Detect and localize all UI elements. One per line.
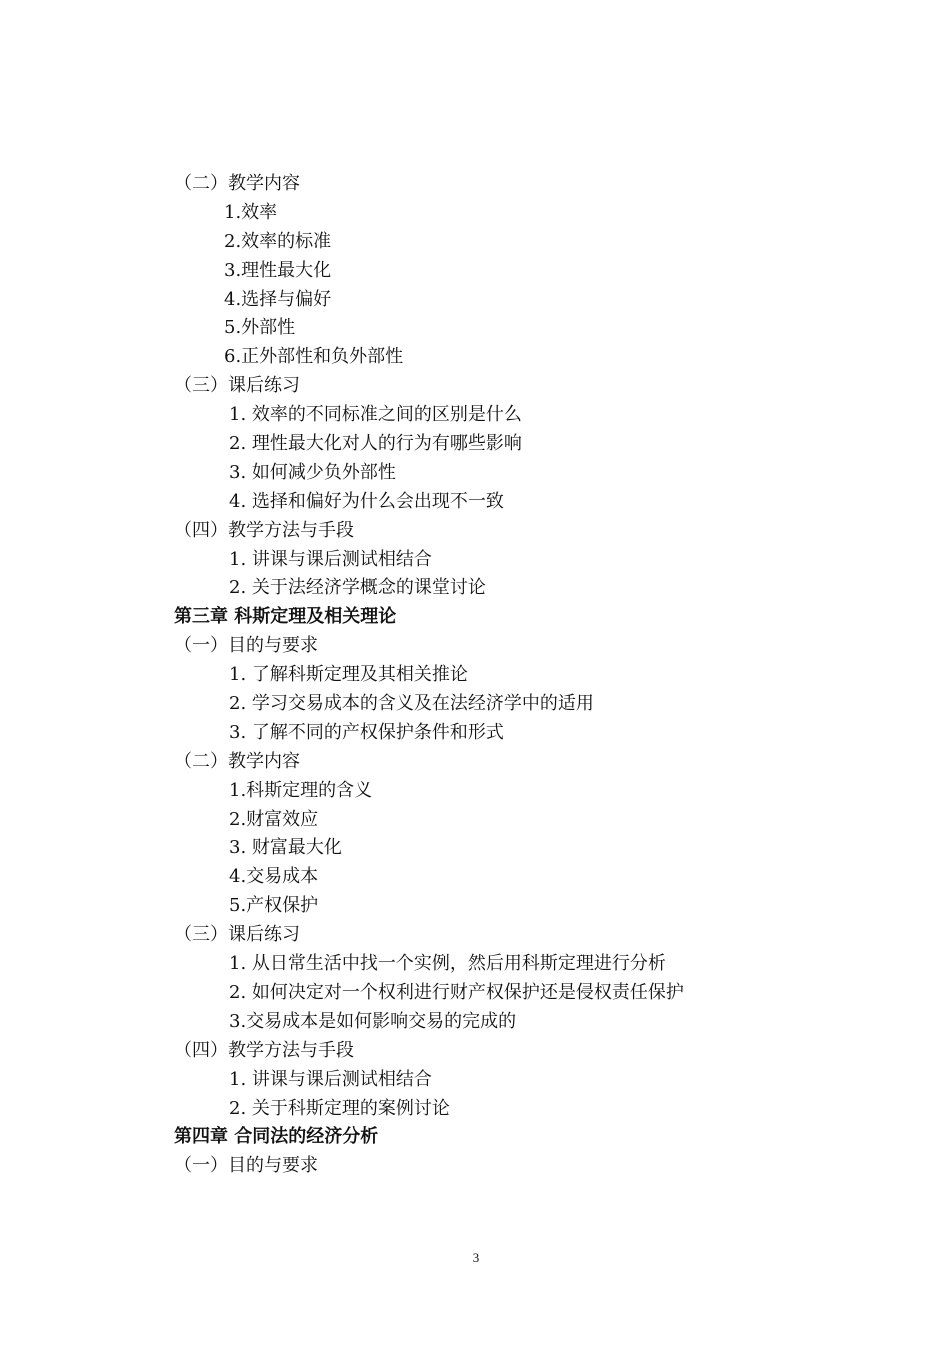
section-heading: （三）课后练习 [174,375,300,397]
list-item: 2. 理性最大化对人的行为有哪些影响 [229,433,522,455]
page-number: 3 [472,1250,480,1265]
list-item: 1. 从日常生活中找一个实例，然后用科斯定理进行分析 [229,953,666,975]
list-item: 1. 效率的不同标准之间的区别是什么 [229,404,522,426]
list-item: 1.效率 [224,201,278,223]
list-item: 2. 学习交易成本的含义及在法经济学中的适用 [229,693,594,715]
list-item: 2. 关于科斯定理的案例讨论 [229,1097,450,1119]
chapter-heading: 第三章 科斯定理及相关理论 [174,606,397,628]
list-item: 2. 关于法经济学概念的课堂讨论 [229,577,486,599]
list-item: 4.选择与偏好 [224,288,332,310]
list-item: 3. 如何减少负外部性 [229,461,396,483]
section-heading: （一）目的与要求 [174,1155,318,1177]
list-item: 2. 如何决定对一个权利进行财产权保护还是侵权责任保护 [229,981,684,1003]
list-item: 2.效率的标准 [224,230,332,252]
section-heading: （二）教学内容 [174,173,300,194]
chapter-heading: 第四章 合同法的经济分析 [174,1126,379,1148]
list-item: 4.交易成本 [229,866,319,888]
section-heading: （一）目的与要求 [174,635,318,657]
list-item: 5.产权保护 [229,895,319,917]
list-item: 1.科斯定理的含义 [229,779,373,801]
list-item: 4. 选择和偏好为什么会出现不一致 [229,490,504,512]
list-item: 3. 财富最大化 [229,837,342,859]
list-item: 5.外部性 [224,317,296,339]
list-item: 3. 了解不同的产权保护条件和形式 [229,721,504,743]
list-item: 2.财富效应 [229,808,319,830]
list-item: 3.理性最大化 [224,259,332,281]
list-item: 6.正外部性和负外部性 [224,346,404,368]
list-item: 3.交易成本是如何影响交易的完成的 [229,1010,517,1032]
section-heading: （四）教学方法与手段 [174,519,354,541]
list-item: 1. 讲课与课后测试相结合 [229,1068,432,1090]
list-item: 1. 讲课与课后测试相结合 [229,548,432,570]
section-heading: （二）教学内容 [174,750,300,772]
document-body [174,170,814,1181]
list-item: 1. 了解科斯定理及其相关推论 [229,664,468,686]
section-heading: （四）教学方法与手段 [174,1039,354,1061]
section-heading: （三）课后练习 [174,924,300,946]
